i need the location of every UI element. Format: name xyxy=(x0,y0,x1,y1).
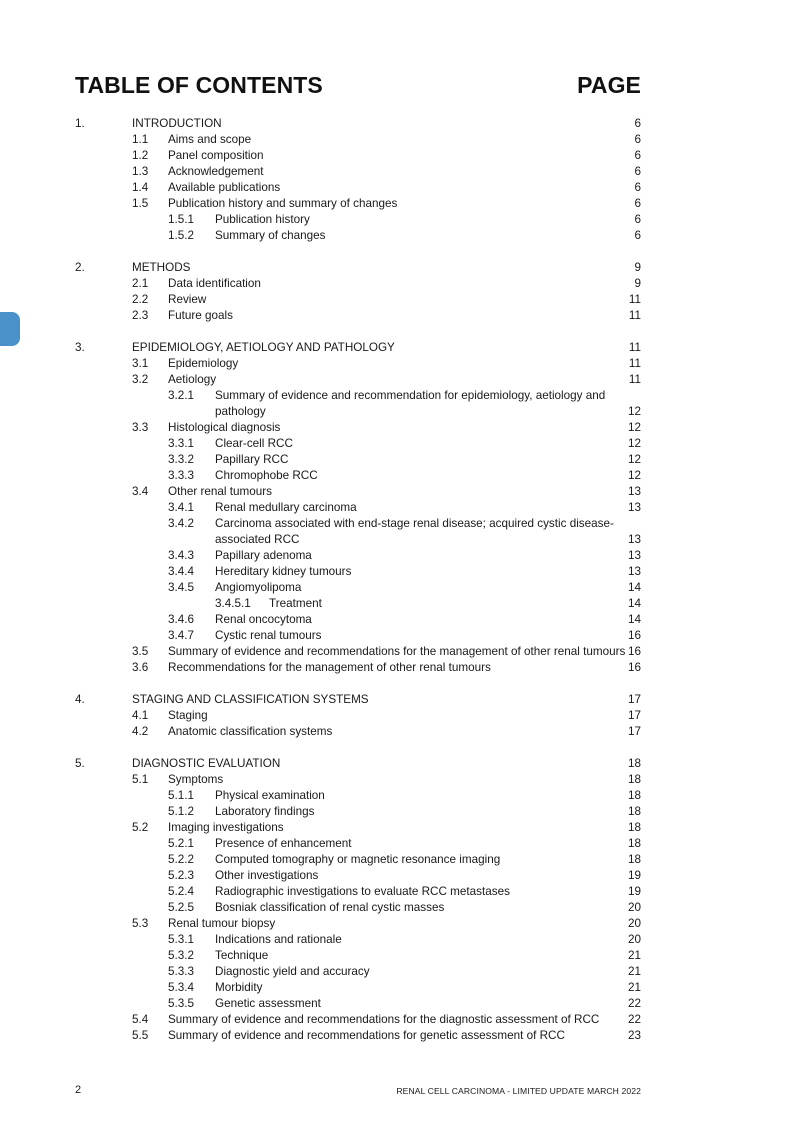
toc-entry-number: 1. xyxy=(75,117,85,130)
toc-entry[interactable] xyxy=(0,292,793,308)
toc-entry-number: 3.3 xyxy=(132,421,149,434)
toc-entry-page: 6 xyxy=(634,165,641,178)
toc-entry-number: 2.2 xyxy=(132,293,149,306)
toc-entry[interactable] xyxy=(0,1012,793,1028)
toc-entry-page: 6 xyxy=(634,229,641,242)
toc-entry-page: 17 xyxy=(627,725,641,738)
toc-entry-number: 5. xyxy=(75,757,85,770)
toc-entry-title: Aims and scope xyxy=(168,133,252,146)
toc-entry-title: Chromophobe RCC xyxy=(215,469,318,482)
toc-entry[interactable] xyxy=(0,356,793,372)
toc-entry-page: 16 xyxy=(627,629,641,642)
page-title: TABLE OF CONTENTS xyxy=(75,72,323,98)
toc-entry-number: 3.4.3 xyxy=(168,549,194,562)
toc-entry-page: 19 xyxy=(627,869,641,882)
toc-entry-number: 3.4.6 xyxy=(168,613,194,626)
toc-entry-number: 5.3.5 xyxy=(168,997,194,1010)
toc-entry[interactable] xyxy=(0,484,793,500)
toc-entry[interactable] xyxy=(0,436,793,452)
toc-entry-title: Diagnostic yield and accuracy xyxy=(215,965,370,978)
toc-entry-page: 6 xyxy=(634,133,641,146)
toc-entry[interactable] xyxy=(0,516,793,532)
toc-entry-number: 2. xyxy=(75,261,85,274)
toc-entry[interactable] xyxy=(0,612,793,628)
toc-entry-page: 18 xyxy=(627,805,641,818)
toc-entry-number: 5.2 xyxy=(132,821,149,834)
toc-entry[interactable] xyxy=(0,628,793,644)
toc-entry-page: 19 xyxy=(627,885,641,898)
toc-entry-title: Review xyxy=(168,293,207,306)
toc-entry-title: Future goals xyxy=(168,309,233,322)
toc-entry[interactable] xyxy=(0,196,793,212)
toc-entry-number: 1.5.2 xyxy=(168,229,194,242)
toc-entry[interactable] xyxy=(0,964,793,980)
toc-entry-number: 5.1.2 xyxy=(168,805,194,818)
toc-entry-number: 3.3.1 xyxy=(168,437,194,450)
toc-entry-number: 2.3 xyxy=(132,309,149,322)
toc-entry-page: 22 xyxy=(627,997,641,1010)
toc-entry[interactable] xyxy=(0,420,793,436)
toc-entry[interactable] xyxy=(0,900,793,916)
toc-entry-title: Hereditary kidney tumours xyxy=(215,565,352,578)
toc-entry[interactable] xyxy=(0,132,793,148)
toc-entry-title: Carcinoma associated with end-stage renal disease; acquired cystic disease- xyxy=(215,517,614,530)
toc-entry[interactable] xyxy=(0,404,793,420)
toc-entry[interactable] xyxy=(0,580,793,596)
toc-entry[interactable] xyxy=(0,724,793,740)
toc-entry-number: 5.4 xyxy=(132,1013,149,1026)
toc-entry-title: Data identification xyxy=(168,277,261,290)
toc-entry-title: Summary of evidence and recommendations for genetic assessment of RCC xyxy=(168,1029,565,1042)
toc-entry-title: EPIDEMIOLOGY, AETIOLOGY AND PATHOLOGY xyxy=(132,341,395,354)
toc-entry-title: Available publications xyxy=(168,181,281,194)
toc-entry-page: 21 xyxy=(627,981,641,994)
toc-entry-number: 1.3 xyxy=(132,165,149,178)
toc-entry-title: Recommendations for the management of other renal tumours xyxy=(168,661,491,674)
page-column-heading: PAGE xyxy=(577,72,641,98)
toc-entry[interactable] xyxy=(0,932,793,948)
toc-entry-page: 11 xyxy=(628,357,641,370)
toc-entry-title: Other renal tumours xyxy=(168,485,272,498)
toc-entry[interactable] xyxy=(0,260,793,276)
toc-entry-number: 5.5 xyxy=(132,1029,149,1042)
toc-entry-number: 5.2.3 xyxy=(168,869,194,882)
toc-entry-title: Summary of changes xyxy=(215,229,326,242)
toc-entry-title: Imaging investigations xyxy=(168,821,284,834)
toc-entry-number: 5.3.2 xyxy=(168,949,194,962)
toc-entry-page: 9 xyxy=(634,261,641,274)
toc-entry-number: 3.2.1 xyxy=(168,389,194,402)
toc-entry-page: 18 xyxy=(627,773,641,786)
toc-entry-page: 20 xyxy=(627,901,641,914)
toc-entry-number: 3.4.7 xyxy=(168,629,194,642)
toc-entry-title: Clear-cell RCC xyxy=(215,437,293,450)
toc-entry-number: 5.2.4 xyxy=(168,885,194,898)
toc-entry-title: STAGING AND CLASSIFICATION SYSTEMS xyxy=(132,693,369,706)
toc-entry-page: 12 xyxy=(627,453,641,466)
toc-entry-number: 5.2.2 xyxy=(168,853,194,866)
toc-entry-page: 21 xyxy=(627,949,641,962)
toc-entry-number: 5.3.4 xyxy=(168,981,194,994)
toc-entry-title: METHODS xyxy=(132,261,191,274)
toc-entry-page: 11 xyxy=(628,341,641,354)
toc-entry-page: 9 xyxy=(634,277,641,290)
toc-entry-number: 3.4.4 xyxy=(168,565,194,578)
toc-entry[interactable] xyxy=(0,884,793,900)
toc-entry-page: 14 xyxy=(627,597,641,610)
toc-entry-page: 18 xyxy=(627,853,641,866)
toc-entry-page: 13 xyxy=(627,565,641,578)
toc-entry-page: 18 xyxy=(627,757,641,770)
toc-entry-number: 5.1 xyxy=(132,773,149,786)
toc-entry-title: Treatment xyxy=(269,597,322,610)
toc-entry[interactable] xyxy=(0,548,793,564)
toc-entry[interactable] xyxy=(0,164,793,180)
toc-entry-page: 6 xyxy=(634,149,641,162)
toc-entry-page: 18 xyxy=(627,789,641,802)
toc-entry-page: 23 xyxy=(627,1029,641,1042)
toc-entry-page: 11 xyxy=(628,293,641,306)
toc-entry[interactable] xyxy=(0,228,793,244)
toc-entry[interactable] xyxy=(0,388,793,404)
toc-entry-number: 4.2 xyxy=(132,725,149,738)
toc-entry-number: 3.4.1 xyxy=(168,501,194,514)
toc-entry-page: 16 xyxy=(627,661,641,674)
toc-entry-title: Renal tumour biopsy xyxy=(168,917,276,930)
toc-entry-title: DIAGNOSTIC EVALUATION xyxy=(132,757,281,770)
toc-entry-page: 12 xyxy=(627,405,641,418)
toc-entry-page: 13 xyxy=(627,533,641,546)
toc-entry-number: 3.4.5.1 xyxy=(215,597,251,610)
toc-entry[interactable] xyxy=(0,772,793,788)
toc-entry-title: Laboratory findings xyxy=(215,805,315,818)
section-spacer xyxy=(0,324,793,340)
toc-entry-number: 1.4 xyxy=(132,181,149,194)
toc-entry-number: 3.4.5 xyxy=(168,581,194,594)
toc-entry-page: 22 xyxy=(627,1013,641,1026)
toc-entry-number: 3. xyxy=(75,341,85,354)
toc-entry[interactable] xyxy=(0,532,793,548)
toc-entry-page: 13 xyxy=(627,501,641,514)
toc-entry[interactable] xyxy=(0,116,793,132)
toc-entry-title: Summary of evidence and recommendations for the diagnostic assessment of RCC xyxy=(168,1013,600,1026)
toc-entry-number: 4.1 xyxy=(132,709,149,722)
toc-entry[interactable] xyxy=(0,788,793,804)
toc-entry-title: Aetiology xyxy=(168,373,217,386)
toc-entry-page: 14 xyxy=(627,613,641,626)
toc-entry-number: 5.2.5 xyxy=(168,901,194,914)
toc-entry-title: Panel composition xyxy=(168,149,264,162)
toc-entry[interactable] xyxy=(0,948,793,964)
toc-entry-page: 16 xyxy=(627,645,641,658)
toc-entry[interactable] xyxy=(0,804,793,820)
toc-entry[interactable] xyxy=(0,596,793,612)
toc-entry[interactable] xyxy=(0,180,793,196)
toc-entry-page: 6 xyxy=(634,181,641,194)
toc-entry[interactable] xyxy=(0,836,793,852)
toc-entry[interactable] xyxy=(0,996,793,1012)
toc-entry-number: 1.1 xyxy=(132,133,149,146)
toc-entry[interactable] xyxy=(0,692,793,708)
toc-entry-number: 3.4 xyxy=(132,485,149,498)
toc-entry[interactable] xyxy=(0,564,793,580)
section-spacer xyxy=(0,676,793,692)
toc-entry-title: Papillary adenoma xyxy=(215,549,312,562)
toc-entry-title: pathology xyxy=(215,405,266,418)
toc-entry-number: 4. xyxy=(75,693,85,706)
toc-entry-number: 3.6 xyxy=(132,661,149,674)
toc-entry-title: Computed tomography or magnetic resonance imaging xyxy=(215,853,501,866)
toc-entry-number: 5.1.1 xyxy=(168,789,194,802)
toc-entry-number: 1.5.1 xyxy=(168,213,194,226)
toc-entry-title: Other investigations xyxy=(215,869,319,882)
toc-entry-title: Acknowledgement xyxy=(168,165,264,178)
toc-entry-title: Publication history xyxy=(215,213,310,226)
toc-entry-page: 11 xyxy=(628,373,641,386)
toc-entry[interactable] xyxy=(0,340,793,356)
toc-entry[interactable] xyxy=(0,452,793,468)
toc-entry-title: Morbidity xyxy=(215,981,263,994)
toc-entry-title: Summary of evidence and recommendations for the management of other renal tumours xyxy=(168,645,626,658)
toc-entry-page: 11 xyxy=(628,309,641,322)
toc-entry-title: Indications and rationale xyxy=(215,933,342,946)
toc-entry-page: 18 xyxy=(627,821,641,834)
section-spacer xyxy=(0,740,793,756)
toc-entry-page: 17 xyxy=(627,693,641,706)
toc-entry-title: Bosniak classification of renal cystic masses xyxy=(215,901,445,914)
toc-entry-title: Physical examination xyxy=(215,789,325,802)
toc-entry[interactable] xyxy=(0,308,793,324)
toc-entry-number: 5.3.1 xyxy=(168,933,194,946)
toc-entry-title: Anatomic classification systems xyxy=(168,725,333,738)
toc-entry-page: 12 xyxy=(627,421,641,434)
toc-entry[interactable] xyxy=(0,820,793,836)
toc-entry[interactable] xyxy=(0,276,793,292)
toc-entry[interactable] xyxy=(0,468,793,484)
toc-entry[interactable] xyxy=(0,212,793,228)
toc-entry-title: Symptoms xyxy=(168,773,224,786)
toc-entry-page: 14 xyxy=(627,581,641,594)
toc-entry-number: 3.4.2 xyxy=(168,517,194,530)
toc-entry[interactable] xyxy=(0,500,793,516)
section-spacer xyxy=(0,244,793,260)
toc-entry[interactable] xyxy=(0,1028,793,1044)
toc-entry-title: Epidemiology xyxy=(168,357,239,370)
toc-entry-title: Genetic assessment xyxy=(215,997,321,1010)
toc-entry-title: Presence of enhancement xyxy=(215,837,352,850)
toc-entry-number: 5.2.1 xyxy=(168,837,194,850)
toc-entry-number: 5.3 xyxy=(132,917,149,930)
toc-entry-page: 6 xyxy=(634,117,641,130)
toc-entry-title: associated RCC xyxy=(215,533,300,546)
toc-entry[interactable] xyxy=(0,852,793,868)
toc-entry-number: 3.1 xyxy=(132,357,149,370)
toc-entry-number: 3.2 xyxy=(132,373,149,386)
toc-entry-title: Staging xyxy=(168,709,208,722)
toc-entry-number: 5.3.3 xyxy=(168,965,194,978)
table-of-contents xyxy=(0,116,793,1044)
toc-entry-page: 6 xyxy=(634,197,641,210)
toc-entry-title: Radiographic investigations to evaluate RCC metastases xyxy=(215,885,510,898)
toc-entry-number: 3.3.3 xyxy=(168,469,194,482)
toc-entry-title: Publication history and summary of changes xyxy=(168,197,398,210)
toc-entry-page: 12 xyxy=(627,469,641,482)
toc-entry[interactable] xyxy=(0,148,793,164)
toc-entry-title: Technique xyxy=(215,949,269,962)
toc-entry-number: 1.2 xyxy=(132,149,149,162)
footer-page-number: 2 xyxy=(75,1084,82,1096)
toc-entry-title: INTRODUCTION xyxy=(132,117,222,130)
toc-entry-title: Renal medullary carcinoma xyxy=(215,501,357,514)
toc-entry-title: Angiomyolipoma xyxy=(215,581,302,594)
toc-entry-page: 20 xyxy=(627,917,641,930)
toc-entry-page: 20 xyxy=(627,933,641,946)
toc-entry-number: 3.5 xyxy=(132,645,149,658)
toc-entry[interactable] xyxy=(0,644,793,660)
footer-document-title: RENAL CELL CARCINOMA - LIMITED UPDATE MARCH 2022 xyxy=(396,1086,641,1096)
toc-entry-number: 1.5 xyxy=(132,197,149,210)
toc-entry[interactable] xyxy=(0,980,793,996)
toc-entry[interactable] xyxy=(0,372,793,388)
toc-entry-page: 13 xyxy=(627,485,641,498)
toc-entry-page: 12 xyxy=(627,437,641,450)
toc-entry-title: Histological diagnosis xyxy=(168,421,281,434)
toc-entry-title: Papillary RCC xyxy=(215,453,289,466)
toc-entry-page: 17 xyxy=(627,709,641,722)
toc-entry-page: 6 xyxy=(634,213,641,226)
toc-entry-page: 21 xyxy=(627,965,641,978)
toc-entry-page: 18 xyxy=(627,837,641,850)
toc-entry-number: 3.3.2 xyxy=(168,453,194,466)
toc-entry-title: Summary of evidence and recommendation for epidemiology, aetiology and xyxy=(215,389,606,402)
toc-entry[interactable] xyxy=(0,660,793,676)
toc-entry-title: Cystic renal tumours xyxy=(215,629,322,642)
toc-entry[interactable] xyxy=(0,756,793,772)
toc-entry[interactable] xyxy=(0,916,793,932)
toc-entry-title: Renal oncocytoma xyxy=(215,613,312,626)
toc-entry[interactable] xyxy=(0,708,793,724)
toc-entry[interactable] xyxy=(0,868,793,884)
toc-entry-number: 2.1 xyxy=(132,277,149,290)
toc-entry-page: 13 xyxy=(627,549,641,562)
